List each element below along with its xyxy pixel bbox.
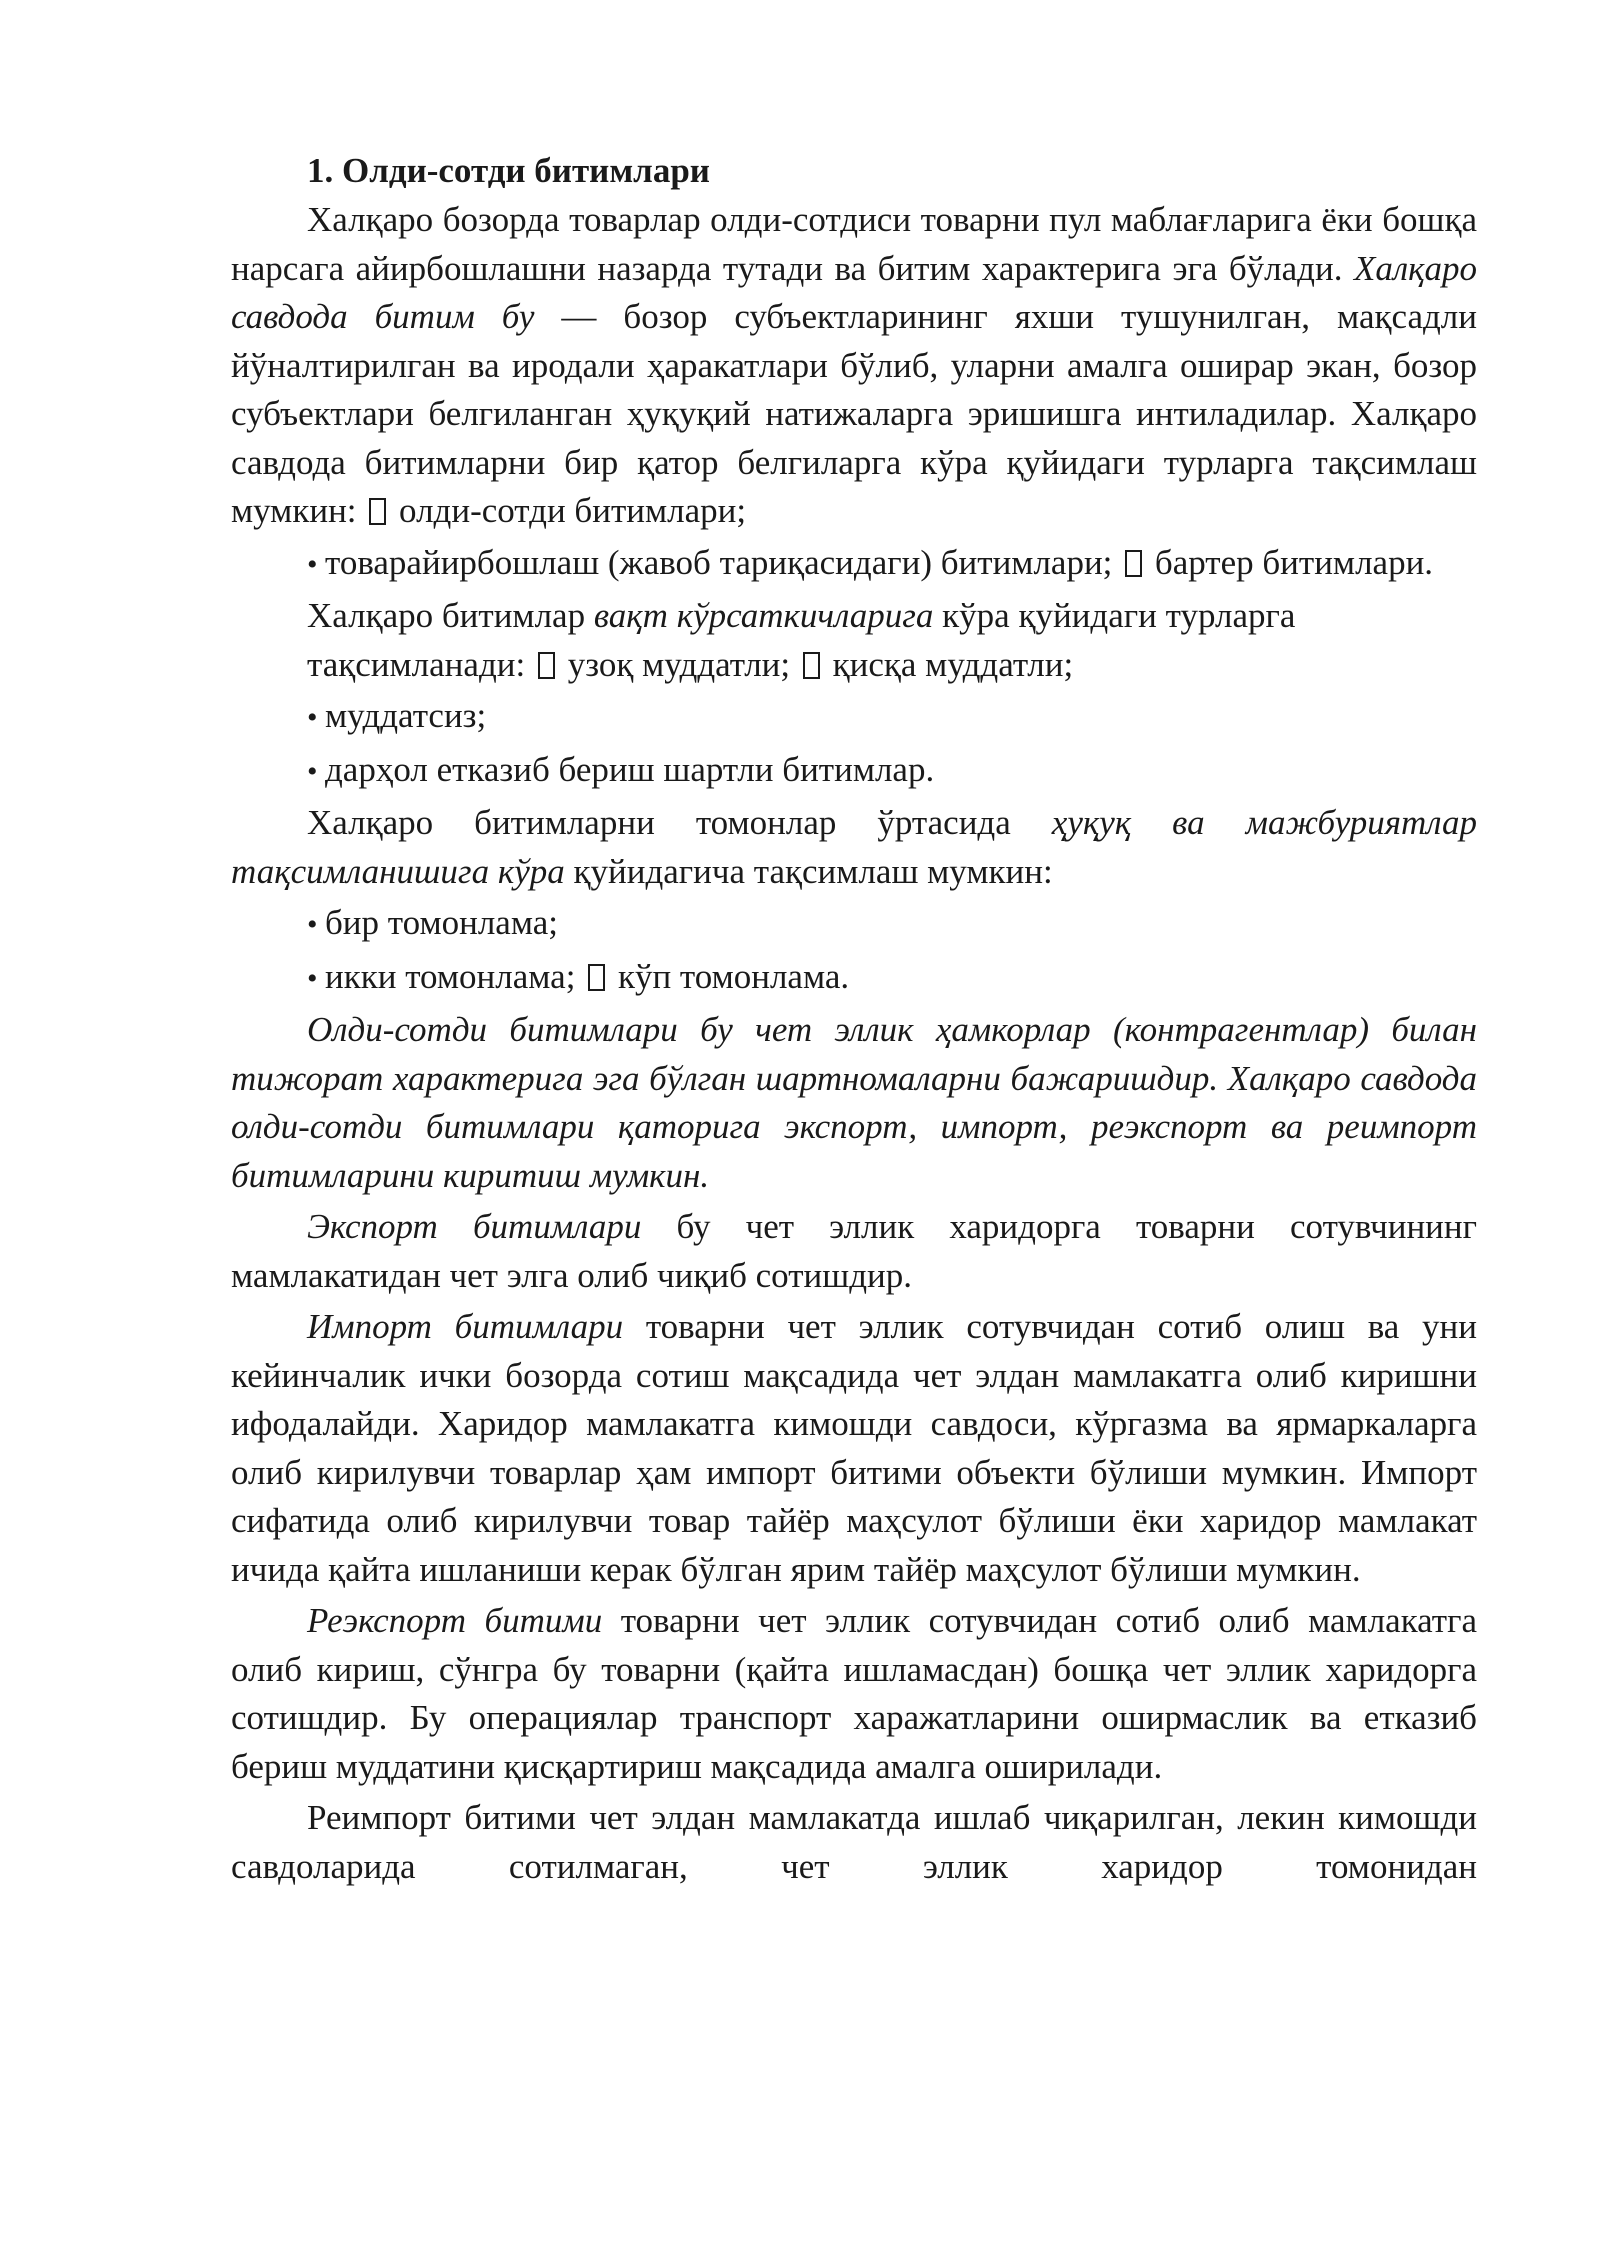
- missing-glyph-icon: [1125, 550, 1142, 577]
- section-heading: 1. Олди-сотди битимлари: [307, 151, 710, 190]
- list-item: [231, 899, 1477, 950]
- italic-term: ҳуқуқ ва мажбуриятлар тақсимланишига кўра: [231, 803, 1477, 891]
- text: бир томонлама;: [325, 903, 559, 942]
- text: кўп томонлама.: [609, 956, 850, 996]
- text: қисқа муддатли;: [823, 644, 1074, 684]
- text: Халқаро бозорда товарлар олди-сотдиси товарни пул маблағларига ёки бошқа нарсага айирбошлашни назарда тутади ва битим характерига эга бўлади.: [231, 200, 1477, 288]
- italic-term: Халқаро савдода битим бу: [231, 248, 1477, 336]
- text: товарни чет эллик сотувчидан сотиб олиб мамлакатга олиб кириш, сўнгра бу товарни (қайта ишламасдан) бошқа чет эллик харидорга сотишдир. Бу операциялар транспорт харажатларини оширмаслик ва етказиб бериш муддатини қисқартириш мақсадида амалга оширилади.: [231, 1601, 1477, 1786]
- list-item: [231, 539, 1477, 590]
- paragraph-reexport: [231, 1597, 1477, 1791]
- text: товарайирбошлаш (жавоб тариқасидаги) битимлари;: [325, 542, 1122, 582]
- text: Халқаро битимларни томонлар ўртасида: [307, 803, 1052, 842]
- text: кўра қуйидаги турларга тақсимланади:: [307, 596, 1296, 684]
- text: Халқаро битимлар: [307, 596, 594, 635]
- bullet-icon: •: [307, 701, 318, 734]
- paragraph-reimport: [231, 1794, 1477, 1891]
- text: муддатсиз;: [325, 696, 487, 735]
- paragraph-rights: [231, 799, 1477, 896]
- list-item: [231, 953, 1477, 1004]
- missing-glyph-icon: [588, 964, 605, 991]
- bullet-icon: •: [307, 547, 318, 581]
- list-item: [231, 746, 1477, 797]
- paragraph-time: [231, 592, 1477, 689]
- text: узоқ муддатли;: [558, 644, 799, 684]
- text: икки томонлама;: [325, 956, 585, 996]
- text: дарҳол етказиб бериш шартли битимлар.: [325, 749, 935, 789]
- paragraph-import: [231, 1303, 1477, 1594]
- paragraph-definition: [231, 1006, 1477, 1200]
- text: Реимпорт битими чет элдан мамлакатда ишлаб чиқарилган, лекин кимошди савдоларида сотилмаган, чет эллик харидор томонидан: [231, 1798, 1477, 1886]
- text: қуйидагича тақсимлаш мумкин:: [564, 851, 1053, 891]
- paragraph-export: [231, 1203, 1477, 1300]
- missing-glyph-icon: [369, 498, 386, 525]
- text: товарни чет эллик сотувчидан сотиб олиш ва уни кейинчалик ички бозорда сотиш мақсадида чет элдан мамлакатга олиб киришни ифодалайди. Харидор мамлакатга кимошди савдоси, кўргазма ва ярмаркаларга олиб кирилувчи товарлар ҳам импорт битими объекти бўлиши мумкин. Импорт сифатида олиб кирилувчи товар тайёр маҳсулот бўлиши ёки харидор мамлакат ичида қайта ишланиши керак бўлган ярим тайёр маҳсулот бўлиши мумкин.: [231, 1307, 1477, 1589]
- text: олди-сотди битимлари;: [390, 491, 747, 530]
- text: бу чет эллик харидорга товарни сотувчининг мамлакатидан чет элга олиб чиқиб сотишдир.: [231, 1207, 1477, 1295]
- missing-glyph-icon: [803, 652, 820, 679]
- bullet-icon: •: [307, 754, 318, 788]
- text: — бозор субъектларининг яхши тушунилган, мақсадли йўналтирилган ва иродали ҳаракатлари бўлиб, уларни амалга оширар экан, бозор субъектлари белгиланган ҳуқуқий натижаларга эришишга интиладилар. Халқаро савдода битимларни бир қатор белгиларга кўра қуйидаги турларга тақсимлаш мумкин:: [231, 297, 1477, 530]
- italic-term: Экспорт битимлари: [307, 1207, 642, 1246]
- italic-definition: Олди-сотди битимлари бу чет эллик ҳамкорлар (контрагентлар) билан тижорат характерига эга бўлган шартномаларни бажаришдир. Халқаро савдода олди-сотди битимлари қаторига экспорт, импорт, реэкспорт ва реимпорт битимларини киритиш мумкин.: [231, 1010, 1477, 1195]
- bullet-icon: •: [307, 908, 318, 941]
- italic-term: Реэкспорт битими: [307, 1601, 603, 1640]
- missing-glyph-icon: [538, 652, 555, 679]
- bullet-icon: •: [307, 961, 318, 995]
- paragraph-intro: [231, 196, 1477, 536]
- list-item: [231, 692, 1477, 743]
- italic-term: вақт кўрсаткичларига: [593, 596, 934, 635]
- document-page: [231, 146, 1477, 1891]
- italic-term: Импорт битимлари: [307, 1307, 624, 1346]
- text: бартер битимлари.: [1146, 542, 1434, 582]
